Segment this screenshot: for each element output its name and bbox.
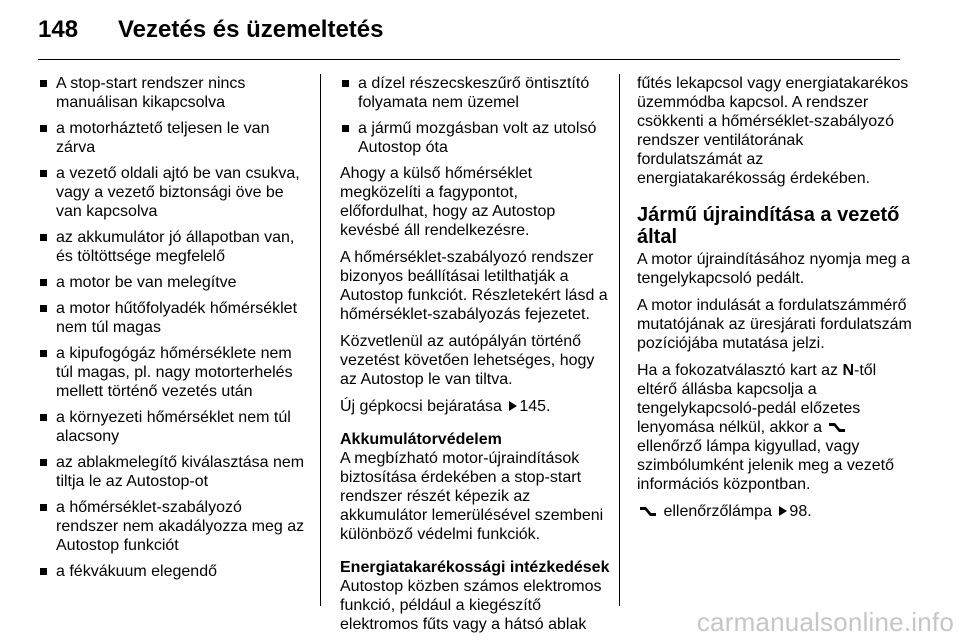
reference-text: ellenőrzőlámpa <box>663 503 772 520</box>
list-item: a motor be van melegítve <box>38 273 308 292</box>
text-run: ellenőrző lámpa kigyullad, vagy szimbólumként jelenik meg a vezető információs központban. <box>637 438 895 493</box>
list-item: az akkumulátor jó állapotban van, és töltöttsége megfelelő <box>38 228 308 266</box>
conditions-list <box>38 74 308 581</box>
paragraph: fűtés lekapcsol vagy energiatakarékos üzemmódba kapcsol. A rendszer csökkenti a hőmérséklet-szabályozó rendszer ventilátorának fordulatszámát az energiatakarékosság érdekében. <box>637 75 909 187</box>
reference-page[interactable]: 98. <box>789 503 812 520</box>
column-1 <box>38 74 308 588</box>
page-number: 148 <box>38 16 79 43</box>
paragraph <box>637 361 912 494</box>
paragraph: A megbízható motor-újraindítások biztosítása érdekében a stop-start rendszer részét képezik az akkumulátor lemerülésével szembeni különböző védelmi funkciók. <box>340 450 604 543</box>
subheading-energy-saving: Energiatakarékossági intézkedések <box>340 559 610 576</box>
list-item: a környezeti hőmérséklet nem túl alacsony <box>38 408 308 446</box>
paragraph: Ahogy a külső hőmérséklet megközelíti a fagypontot, előfordulhat, hogy az Autostop kevésbé áll rendelkezésre. <box>340 165 556 239</box>
page-reference-arrow-icon <box>509 401 517 411</box>
list-item: a dízel részecskeszűrő öntisztító folyamata nem üzemel <box>340 74 610 112</box>
column-3 <box>637 74 912 529</box>
paragraph: A motor indulását a fordulatszámmérő mutatójának az üresjárati fordulatszám pozíciójába mutatása jelzi. <box>637 297 912 352</box>
subheading-battery-protection: Akkumulátorvédelem <box>340 431 502 448</box>
list-item: a motor hűtőfolyadék hőmérséklet nem túl magas <box>38 299 308 337</box>
conditions-list-continued <box>340 74 610 157</box>
list-item: a hőmérséklet-szabályozó rendszer nem akadályozza meg az Autostop funkciót <box>38 498 308 555</box>
cross-reference <box>340 397 610 416</box>
column-divider-2 <box>619 74 620 606</box>
column-2 <box>340 74 610 642</box>
list-item: a fékvákuum elegendő <box>38 562 308 581</box>
cross-reference <box>637 502 912 521</box>
list-item: A stop-start rendszer nincs manuálisan kikapcsolva <box>38 74 308 112</box>
list-item: a motorháztető teljesen le van zárva <box>38 119 308 157</box>
paragraph: A hőmérséklet-szabályozó rendszer bizonyos beállításai letilthatják a Autostop funkciót. Részletekért lásd a hőmérséklet-szabályozás fejezetet. <box>340 249 608 323</box>
list-item: az ablakmelegítő kiválasztása nem tiltja le az Autostop-ot <box>38 453 308 491</box>
paragraph: Autostop közben számos elektromos funkció, például a kiegészítő elektromos fűts vagy a hátsó ablak <box>340 578 602 633</box>
autostop-indicator-icon <box>828 420 846 433</box>
header-rule <box>38 59 900 60</box>
watermark: carmanualsonline.info <box>696 607 954 637</box>
column-divider-1 <box>320 74 321 606</box>
paragraph: Közvetlenül az autópályán történő vezetést követően lehetséges, hogy az Autostop le van tiltva. <box>340 333 595 388</box>
reference-page[interactable]: 145. <box>519 398 551 415</box>
text-run: Ha a fokozatválasztó kart az <box>637 362 838 379</box>
paragraph: A motor újraindításához nyomja meg a tengelykapcsoló pedált. <box>637 251 911 287</box>
list-item: a vezető oldali ajtó be van csukva, vagy a vezető biztonsági öve be van kapcsolva <box>38 164 308 221</box>
autostop-indicator-icon <box>639 504 657 517</box>
reference-text: Új gépkocsi bejáratása <box>340 398 502 415</box>
page-reference-arrow-icon <box>779 506 787 516</box>
section-heading: Jármű újraindítása a vezető által <box>637 204 900 248</box>
list-item: a jármű mozgásban volt az utolsó Autostop óta <box>340 119 610 157</box>
text-run: -től eltérő állásba kapcsolja a tengelykapcsoló-pedál előzetes lenyomása nélkül, akkor a <box>637 362 877 436</box>
list-item: a kipufogógáz hőmérséklete nem túl magas, pl. nagy motorterhelés mellett történő vezetés után <box>38 344 308 401</box>
page-title: Vezetés és üzemeltetés <box>118 16 384 43</box>
page-header <box>0 0 960 62</box>
gear-position-label: N <box>842 362 854 379</box>
